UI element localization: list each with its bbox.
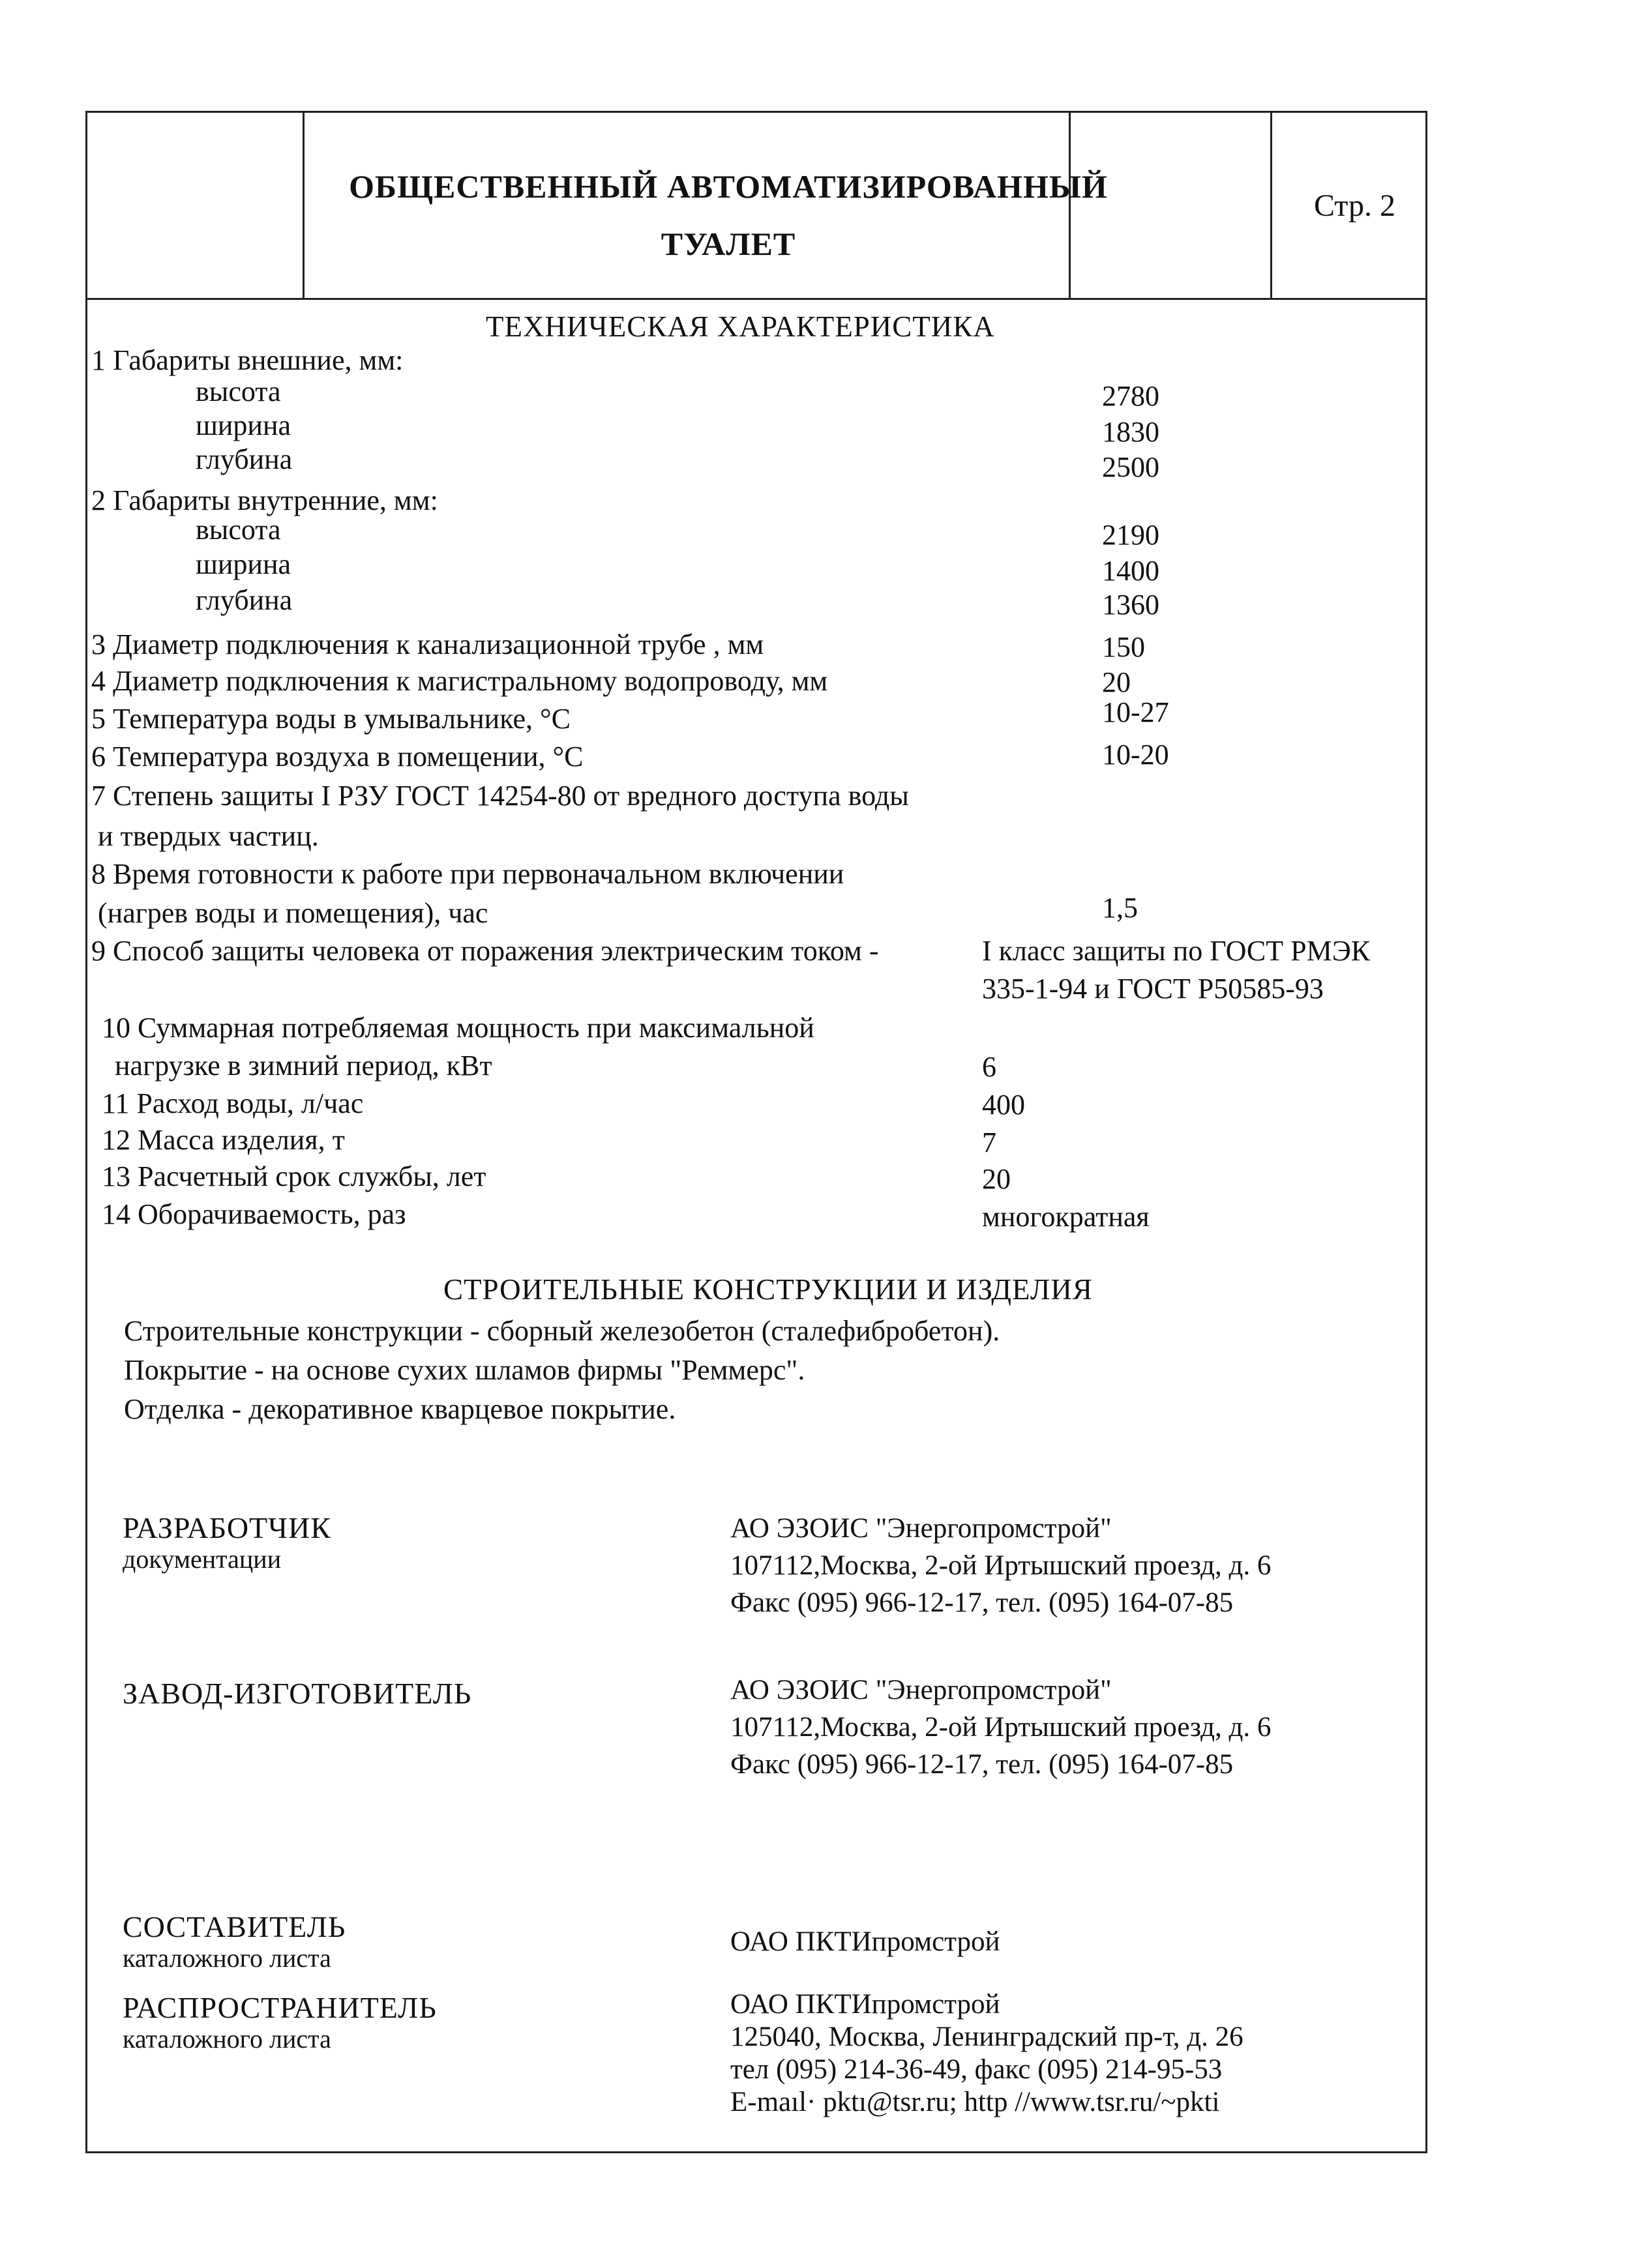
param-9-value-line2: 335-1-94 и ГОСТ Р50585-93 (982, 973, 1324, 1005)
param-5-label: 5 Температура воды в умывальнике, °С (91, 703, 571, 735)
manufacturer-org: АО ЭЗОИС "Энергопромстрой" (730, 1675, 1112, 1705)
manufacturer-label: ЗАВОД-ИЗГОТОВИТЕЛЬ (123, 1677, 472, 1710)
ext-height-label: высота (196, 376, 281, 407)
param-14-value: многократная (982, 1201, 1150, 1233)
param-10-line2: нагрузке в зимний период, кВт (115, 1050, 492, 1082)
param-12-label: 12 Масса изделия, т (102, 1124, 345, 1156)
distributor-details (730, 1988, 1243, 2119)
developer-label: РАЗРАБОТЧИК (123, 1511, 331, 1544)
distributor-label: РАСПРОСТРАНИТЕЛЬ (123, 1991, 437, 2024)
int-height-label: высота (196, 514, 281, 546)
manufacturer-contacts: Факс (095) 966-12-17, тел. (095) 164-07-85 (730, 1749, 1234, 1780)
construction-heading: СТРОИТЕЛЬНЫЕ КОНСТРУКЦИИ И ИЗДЕЛИЯ (443, 1273, 1093, 1306)
construction-text (124, 1312, 1000, 1429)
param-8-line1: 8 Время готовности к работе при первоначальном включении (91, 858, 844, 890)
ext-width-label: ширина (196, 409, 291, 441)
param-4-label: 4 Диаметр подключения к магистральному водопроводу, мм (91, 665, 828, 697)
distributor-label-block (123, 1991, 437, 2054)
param-10-line1: 10 Суммарная потребляемая мощность при максимальной (102, 1012, 814, 1044)
title-block (85, 111, 1427, 300)
compiler-sublabel: каталожного листа (123, 1943, 331, 1973)
param-11-value: 400 (982, 1089, 1025, 1121)
distributor-address: 125040, Москва, Ленинградский пр-т, д. 26 (730, 2022, 1243, 2052)
compiler-details (730, 1923, 1000, 1960)
param-12-value: 7 (982, 1127, 996, 1158)
distributor-email: E-maıl· pktı@tsr.ru; http //www.tsr.ru/~pkti (730, 2087, 1220, 2117)
param-7-line1: 7 Степень защиты I РЗУ ГОСТ 14254-80 от вредного доступа воды (91, 780, 909, 812)
developer-org: АО ЭЗОИС "Энергопромстрой" (730, 1513, 1112, 1544)
ext-width-value: 1830 (1102, 416, 1159, 448)
param-3-value: 150 (1102, 631, 1145, 663)
ext-depth-label: глубина (196, 443, 293, 475)
param-8-line2: (нагрев воды и помещения), час (98, 897, 488, 929)
int-depth-value: 1360 (1102, 589, 1159, 621)
param-5-value: 10-27 (1102, 696, 1169, 728)
compiler-label: СОСТАВИТЕЛЬ (123, 1910, 346, 1943)
param-6-value: 10-20 (1102, 739, 1169, 771)
distributor-org: ОАО ПКТИпромстрой (730, 1989, 1000, 2020)
param-9-label: 9 Способ защиты человека от поражения электрическим током - (91, 935, 879, 967)
param-13-value: 20 (982, 1163, 1011, 1195)
param-8-value: 1,5 (1102, 892, 1138, 924)
compiler-label-block (123, 1910, 346, 1973)
distributor-phones: тел (095) 214-36-49, факс (095) 214-95-53 (730, 2054, 1223, 2085)
construction-line-3: Отделка - декоративное кварцевое покрытие. (124, 1393, 676, 1425)
title-block-divider (1270, 111, 1272, 298)
int-height-value: 2190 (1102, 519, 1159, 551)
document-title-line2: ТУАЛЕТ (661, 226, 796, 262)
param-9-value-line1: I класс защиты по ГОСТ РМЭК (982, 935, 1371, 967)
distributor-sublabel: каталожного листа (123, 2024, 331, 2054)
param-11-label: 11 Расход воды, л/час (102, 1087, 364, 1119)
ext-height-value: 2780 (1102, 380, 1159, 412)
int-width-value: 1400 (1102, 555, 1159, 587)
compiler-org: ОАО ПКТИпромстрой (730, 1926, 1000, 1957)
tech-heading: ТЕХНИЧЕСКАЯ ХАРАКТЕРИСТИКА (486, 310, 995, 343)
construction-line-2: Покрытие - на основе сухих шламов фирмы "Реммерс". (124, 1354, 805, 1386)
developer-details (730, 1510, 1271, 1621)
developer-contacts: Факс (095) 966-12-17, тел. (095) 164-07-85 (730, 1587, 1234, 1618)
param-6-label: 6 Температура воздуха в помещении, °С (91, 741, 584, 773)
ext-depth-value: 2500 (1102, 451, 1159, 483)
param-3-label: 3 Диаметр подключения к канализационной трубе , мм (91, 628, 764, 660)
document-title (305, 158, 1152, 272)
manufacturer-details (730, 1672, 1271, 1783)
page-number: Стр. 2 (1314, 188, 1395, 223)
manufacturer-label-block (123, 1677, 471, 1711)
manufacturer-address: 107112,Москва, 2-ой Иртышский проезд, д. 6 (730, 1712, 1272, 1743)
param-10-value: 6 (982, 1051, 996, 1083)
ext-dimensions-label: 1 Габариты внешние, мм: (91, 344, 404, 376)
param-13-label: 13 Расчетный срок службы, лет (102, 1160, 486, 1192)
developer-sublabel: документации (123, 1544, 282, 1574)
document-title-line1: ОБЩЕСТВЕННЫЙ АВТОМАТИЗИРОВАННЫЙ (349, 168, 1108, 205)
int-dimensions-label: 2 Габариты внутренние, мм: (91, 484, 438, 516)
int-depth-label: глубина (196, 584, 293, 616)
developer-label-block (123, 1511, 331, 1574)
param-7-line2: и твердых частиц. (98, 820, 319, 852)
construction-line-1: Строительные конструкции - сборный железобетон (сталефибробетон). (124, 1315, 1000, 1347)
param-14-label: 14 Оборачиваемость, раз (102, 1198, 406, 1230)
developer-address: 107112,Москва, 2-ой Иртышский проезд, д. 6 (730, 1550, 1272, 1581)
int-width-label: ширина (196, 548, 291, 580)
param-4-value: 20 (1102, 666, 1131, 698)
